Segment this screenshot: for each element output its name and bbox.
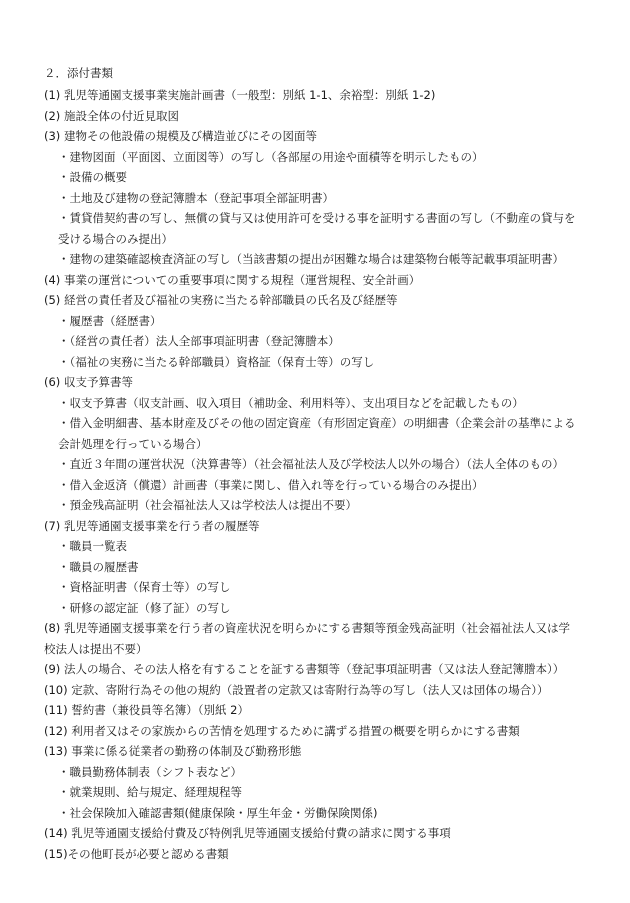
list-item: (6) 収支予算書等: [44, 375, 133, 389]
sub-list-item: ・設備の概要: [58, 170, 127, 184]
list-item-continuation: 会計処理を行っている場合）: [58, 436, 208, 451]
list-item: (1) 乳児等通園支援事業実施計画書（一般型：別紙 1-1、余裕型：別紙 1-2): [44, 88, 436, 102]
sub-list-item: ・建物図面（平面図、立面図等）の写し（各部屋の用途や面積等を明示したもの）: [58, 149, 484, 164]
list-item: (9) 法人の場合、その法人格を有することを証する書類等（登記事項証明書（又は法人登記簿謄本））: [44, 662, 565, 676]
list-item: (10) 定款、寄附行為その他の規約（設置者の定款又は寄附行為等の写し（法人又は団体の場合））: [44, 682, 549, 697]
attachment-list: [44, 85, 604, 864]
sub-list-item: ・履歴書（経歴書）: [58, 313, 162, 328]
list-item: (5) 経営の責任者及び福祉の実務に当たる幹部職員の氏名及び経歴等: [44, 293, 398, 307]
list-item: (8) 乳児等通園支援事業を行う者の資産状況を明らかにする書類等預金残高証明（社会福祉法人又は学: [44, 621, 570, 635]
sub-list-item: ・職員一覧表: [58, 539, 127, 553]
list-item: (15)その他町長が必要と認める書類: [44, 846, 229, 861]
sub-list-item: ・（福祉の実務に当たる幹部職員）資格証（保育士等）の写し: [58, 354, 375, 369]
list-item: (4) 事業の運営についての重要事項に関する規程（運営規程、安全計画）: [44, 272, 421, 287]
sub-list-item: ・研修の認定証（修了証）の写し: [58, 600, 231, 615]
list-item: (13) 事業に係る従業者の勤務の体制及び勤務形態: [44, 744, 302, 758]
sub-list-item: ・建物の建築確認検査済証の写し（当該書類の提出が困難な場合は建築物台帳等記載事項証明書）: [58, 252, 564, 266]
sub-list-item: ・就業規則、給与規定、経理規程等: [58, 785, 242, 799]
list-item: (12) 利用者又はその家族からの苦情を処理するために講ずる措置の概要を明らかにする書類: [44, 723, 520, 738]
sub-list-item: ・資格証明書（保育士等）の写し: [58, 580, 231, 594]
sub-list-item: ・収支予算書（収支計画、収入項目（補助金、利用料等）、支出項目などを記載したもの）: [58, 395, 524, 410]
sub-list-item: ・（経営の責任者）法人全部事項証明書（登記簿謄本）: [58, 334, 340, 348]
sub-list-item: ・賃貸借契約書の写し、無償の貸与又は使用許可を受ける事を証明する書面の写し（不動産の貸与を: [58, 211, 576, 225]
sub-list-item: ・直近３年間の運営状況（決算書等）（社会福祉法人及び学校法人以外の場合）（法人全体のもの）: [58, 457, 564, 471]
sub-list-item: ・借入金返済（償還）計画書（事業に関し、借入れ等を行っている場合のみ提出）: [58, 477, 484, 492]
list-item-continuation: 受ける場合のみ提出）: [58, 231, 173, 246]
sub-list-item: ・職員勤務体制表（シフト表など）: [58, 764, 242, 779]
list-item: (3) 建物その他設備の規模及び構造並びにその図面等: [44, 129, 317, 143]
sub-list-item: ・借入金明細書、基本財産及びその他の固定資産（有形固定資産）の明細書（企業会計の基準による: [58, 416, 576, 430]
sub-list-item: ・土地及び建物の登記簿謄本（登記事項全部証明書）: [58, 190, 334, 205]
list-item: (2) 施設全体の付近見取図: [44, 108, 179, 123]
list-item-continuation: 校法人は提出不要）: [44, 641, 148, 656]
list-item: (7) 乳児等通園支援事業を行う者の履歴等: [44, 518, 260, 533]
list-item: (11) 誓約書（兼役員等名簿）（別紙 2）: [44, 703, 249, 717]
section-heading: ２．添付書類: [44, 66, 113, 80]
sub-list-item: ・預金残高証明（社会福祉法人又は学校法人は提出不要）: [58, 498, 357, 512]
list-item: (14) 乳児等通園支援給付費及び特例乳児等通園支援給付費の請求に関する事項: [44, 826, 451, 840]
sub-list-item: ・社会保険加入確認書類(健康保険・厚生年金・労働保険関係): [58, 805, 378, 820]
sub-list-item: ・職員の履歴書: [58, 559, 139, 574]
